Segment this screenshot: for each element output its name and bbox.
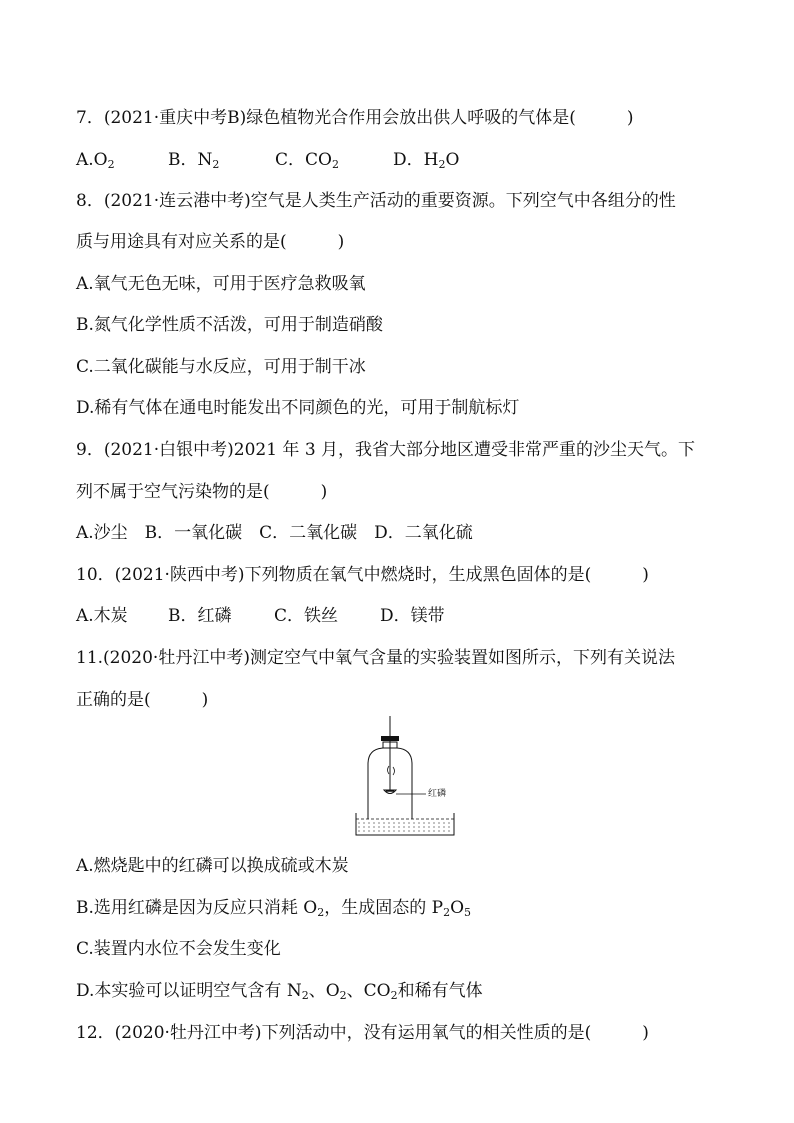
- q10-options: [76, 605, 724, 627]
- q8-option-b[interactable]: B.氮气化学性质不活泼，可用于制造硝酸: [76, 315, 383, 335]
- q7-option-a[interactable]: $A.O_2$: [76, 150, 115, 171]
- q11-stem-line-1: 11.(2020·牡丹江中考)测定空气中氧气含量的实验装置如图所示，下列有关说法: [76, 648, 675, 668]
- q10-option-d[interactable]: D．镁带: [380, 606, 445, 626]
- q7-stem: 7．(2021·重庆中考B)绿色植物光合作用会放出供人呼吸的气体是( ): [76, 108, 634, 128]
- q11-option-c[interactable]: C.装置内水位不会发生变化: [76, 939, 281, 959]
- q9-stem-line-1: 9．(2021·白银中考)2021 年 3 月，我省大部分地区遭受非常严重的沙尘天气。下: [76, 440, 696, 460]
- q11-option-a[interactable]: A.燃烧匙中的红磷可以换成硫或木炭: [76, 856, 349, 876]
- q8-stem-line-1: 8．(2021·连云港中考)空气是人类生产活动的重要资源。下列空气中各组分的性: [76, 191, 676, 211]
- q12-stem: 12．(2020·牡丹江中考)下列活动中，没有运用氧气的相关性质的是( ): [76, 1023, 649, 1043]
- q8-option-c[interactable]: C.二氧化碳能与水反应，可用于制干冰: [76, 357, 366, 377]
- q8-option-d[interactable]: D.稀有气体在通电时能发出不同颜色的光，可用于制航标灯: [76, 398, 520, 418]
- q7-option-c[interactable]: C．$CO_2$: [275, 150, 339, 171]
- q11-option-d[interactable]: D.本实验可以证明空气含有 $N_2$、$O_2$、$CO_2$和稀有气体: [76, 981, 483, 1002]
- q10-option-b[interactable]: B．红磷: [168, 606, 232, 626]
- q11-option-b[interactable]: B.选用红磷是因为反应只消耗 $O_2$，生成固态的 $P_2O_5$: [76, 898, 472, 919]
- red-phosphorus-label: 红磷: [428, 789, 447, 799]
- q7-options: [76, 149, 724, 171]
- q11-stem-line-2: 正确的是( ): [76, 690, 209, 710]
- q10-option-c[interactable]: C．铁丝: [274, 606, 339, 626]
- q7-option-b[interactable]: B．$N_2$: [168, 150, 220, 171]
- q8-stem-line-2: 质与用途具有对应关系的是( ): [76, 232, 345, 252]
- apparatus-drawing: [350, 716, 460, 840]
- apparatus-figure: [350, 716, 460, 840]
- q10-stem: 10．(2021·陕西中考)下列物质在氧气中燃烧时，生成黑色固体的是( ): [76, 565, 649, 585]
- q10-option-a[interactable]: A.木炭: [76, 606, 128, 626]
- q9-stem-line-2: 列不属于空气污染物的是( ): [76, 482, 328, 502]
- q7-option-d[interactable]: D．$H_2O$: [393, 150, 460, 171]
- q9-options[interactable]: A.沙尘 B．一氧化碳 C．二氧化碳 D．二氧化硫: [76, 523, 473, 543]
- q8-option-a[interactable]: A.氧气无色无味，可用于医疗急救吸氧: [76, 274, 366, 294]
